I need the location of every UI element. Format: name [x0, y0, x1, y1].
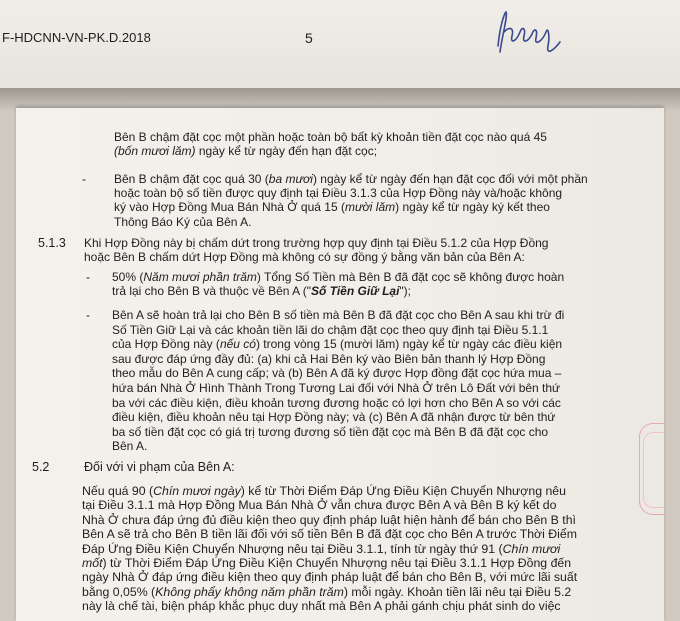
text-line [112, 323, 564, 338]
document-page [16, 108, 664, 621]
section-heading [84, 460, 235, 474]
text-run: Thông Báo Ký của Bên A. [114, 214, 252, 229]
text-run: Nếu quá 90 ( [82, 484, 154, 498]
text-run: Số Tiền Giữ Lại [311, 284, 400, 299]
text-line [82, 513, 577, 527]
text-line [112, 270, 564, 284]
text-line [112, 410, 564, 425]
text-run: Khi Hợp Đồng này bị chấm dứt trong trường hợp quy định tại Điều 5.1.2 của Hợp Đồng [84, 236, 549, 250]
stamp-mark [639, 423, 664, 515]
text-run: Bên A. [112, 439, 148, 454]
text-run: Không phẩy không năm phần trăm [155, 584, 344, 599]
item-marker: - [82, 172, 86, 186]
text-run: Chín mươi ngày [153, 484, 241, 498]
text-run: ) trong vòng 15 (mười lăm) ngày kể từ ngày các điều kiện [255, 337, 563, 352]
text-run: trả lại cho Bên B và thuộc về Bên A (" [112, 284, 312, 299]
text-line [82, 498, 577, 512]
text-run: ký vào Hợp Đồng Mua Bán Nhà Ở quá 15 ( [114, 200, 345, 215]
text-run: này là chế tài, biện pháp khắc phục duy nhất mà Bên A phải gánh chịu phát sinh do việc [82, 599, 561, 614]
text-run: nếu có [219, 337, 256, 352]
text-line [82, 484, 577, 498]
text-line [82, 585, 577, 599]
paragraph [84, 236, 548, 264]
paragraph [114, 172, 588, 229]
text-line [114, 215, 588, 229]
text-line [112, 366, 564, 381]
section-number: 5.1.3 [38, 236, 66, 250]
text-line [114, 130, 547, 144]
text-line [82, 556, 577, 570]
text-run: ) Tổng Số Tiền mà Bên B đã đặt cọc sẽ không được hoàn [256, 270, 565, 284]
item-marker: - [86, 308, 90, 322]
text-line [114, 200, 588, 214]
text-run: sau được đáp ứng đầy đủ: (a) khi cả Hai Bên ký vào Biên bản thanh lý Hợp Đồng [112, 351, 546, 366]
text-line [82, 570, 577, 584]
text-line [114, 186, 588, 200]
text-line [112, 396, 564, 411]
text-line [112, 425, 564, 440]
text-run: 50% ( [112, 270, 144, 284]
section-number: 5.2 [32, 460, 50, 474]
text-run: Bên B chậm đặt cọc quá 30 ( [114, 172, 269, 186]
paragraph [82, 484, 577, 614]
text-run: ) từ Thời Điểm Đáp Ứng Điều Kiện Chuyển Nhượng nêu tại Điều 3.1.1 Hợp Đồng đến [102, 556, 572, 571]
text-run: của Hợp Đồng này ( [112, 337, 220, 352]
text-run: hoặc toàn bộ số tiền được quy định tại Điều 3.1.3 của Hợp Đồng này và/hoặc không [114, 186, 563, 201]
text-run: ba với các điều kiện, điều khoản tương đương hoặc có lợi hơn cho Bên A so với các [112, 395, 561, 410]
text-line [112, 381, 564, 396]
text-run: (bốn mươi lăm) [114, 144, 196, 159]
text-line [84, 236, 548, 250]
text-run: ) ngày kể từ ngày đến hạn đặt cọc đối với một phần [312, 172, 588, 186]
paragraph [112, 270, 564, 298]
text-line [114, 172, 588, 186]
text-run: "); [399, 284, 411, 299]
text-run: tại Điều 3.1.1 mà Hợp Đồng Mua Bán Nhà Ở vẫn chưa được Bên A và Bên B ký kết do [82, 498, 557, 513]
text-run: Bên A sẽ hoàn trả lại cho Bên B số tiền mà Bên B đã đặt cọc cho Bên A sau khi trừ đi [112, 308, 565, 322]
text-run: Bên B chậm đặt cọc một phần hoặc toàn bộ bất kỳ khoản tiền đặt cọc nào quá 45 [114, 130, 547, 144]
text-run: điều kiện, điều khoản nêu tại Hợp Đồng này; và (c) Bên A đã nhận được từ bên thứ [112, 410, 556, 425]
text-line [112, 337, 564, 352]
text-line [112, 308, 564, 323]
text-run: Bên A sẽ trả cho Bên B tiền lãi đối với số tiền Bên B đã đặt cọc cho Bên A trước Thời Điểm [82, 527, 577, 542]
text-line [112, 439, 564, 454]
text-line [112, 284, 564, 298]
text-run: ba số tiền đặt cọc có giá trị tương đương số tiền đặt cọc mà Bên B đã đặt cọc cho [112, 424, 549, 439]
text-line [114, 144, 547, 158]
text-run: hoặc Bên B chấm dứt Hợp Đồng mà không có sự đồng ý bằng văn bản của Bên A: [84, 250, 525, 265]
text-line [84, 250, 548, 264]
text-line [82, 542, 577, 556]
text-run: mốt [82, 556, 103, 571]
text-run: Đáp Ứng Điều Kiện Chuyển Nhượng nêu tại Điều 3.1.1, tính từ ngày thứ 91 ( [82, 541, 503, 556]
text-run: Đối với vi phạm của Bên A: [84, 460, 235, 474]
text-run: hứa bán Nhà Ở Hình Thành Trong Tương Lai đối với Nhà Ở trên Lô Đất với bên thứ [112, 380, 561, 395]
text-run: bằng 0,05% ( [82, 584, 156, 599]
text-run: ba mươi [268, 172, 313, 186]
text-line [82, 527, 577, 541]
text-run: ngày kể từ ngày đến hạn đặt cọc; [195, 144, 378, 159]
text-run: theo mẫu do Bên A cung cấp; và (b) Bên A đã ký được Hợp đồng đặt cọc hứa mua – [112, 366, 562, 381]
paragraph [112, 308, 564, 454]
text-run: Năm mươi phần trăm [143, 270, 257, 284]
text-run: ) mỗi ngày. Khoản tiền lãi nêu tại Điều 5.2 [343, 584, 572, 599]
text-line [84, 460, 235, 474]
document-code: F-HDCNN-VN-PK.D.2018 [2, 30, 151, 45]
page-gap [0, 88, 680, 110]
text-run: mười lăm [344, 200, 396, 215]
text-run: ) ngày kể từ ngày ký kết theo [395, 200, 550, 215]
previous-page [0, 0, 680, 88]
signature-icon [490, 6, 580, 61]
text-run: ngày Nhà Ở đáp ứng điều kiện theo quy định pháp luật để bán cho Bên B, với mức lãi suất [82, 570, 578, 585]
text-run: ) kể từ Thời Điểm Đáp Ứng Điều Kiện Chuyển Nhượng nêu [240, 484, 566, 498]
text-run: Chín mươi [502, 541, 561, 556]
page-number: 5 [305, 30, 313, 46]
text-run: Nhà Ở chưa đáp ứng đủ điều kiện theo quy định pháp luật hiện hành để bán cho Bên B thì [82, 512, 576, 527]
text-line [112, 352, 564, 367]
text-line [82, 599, 577, 613]
item-marker: - [86, 270, 90, 284]
text-run: Số Tiền Giữ Lại và các khoản tiền lãi do chậm đặt cọc theo quy định tại Điều 5.1.1 [112, 322, 549, 337]
paragraph [114, 130, 547, 158]
